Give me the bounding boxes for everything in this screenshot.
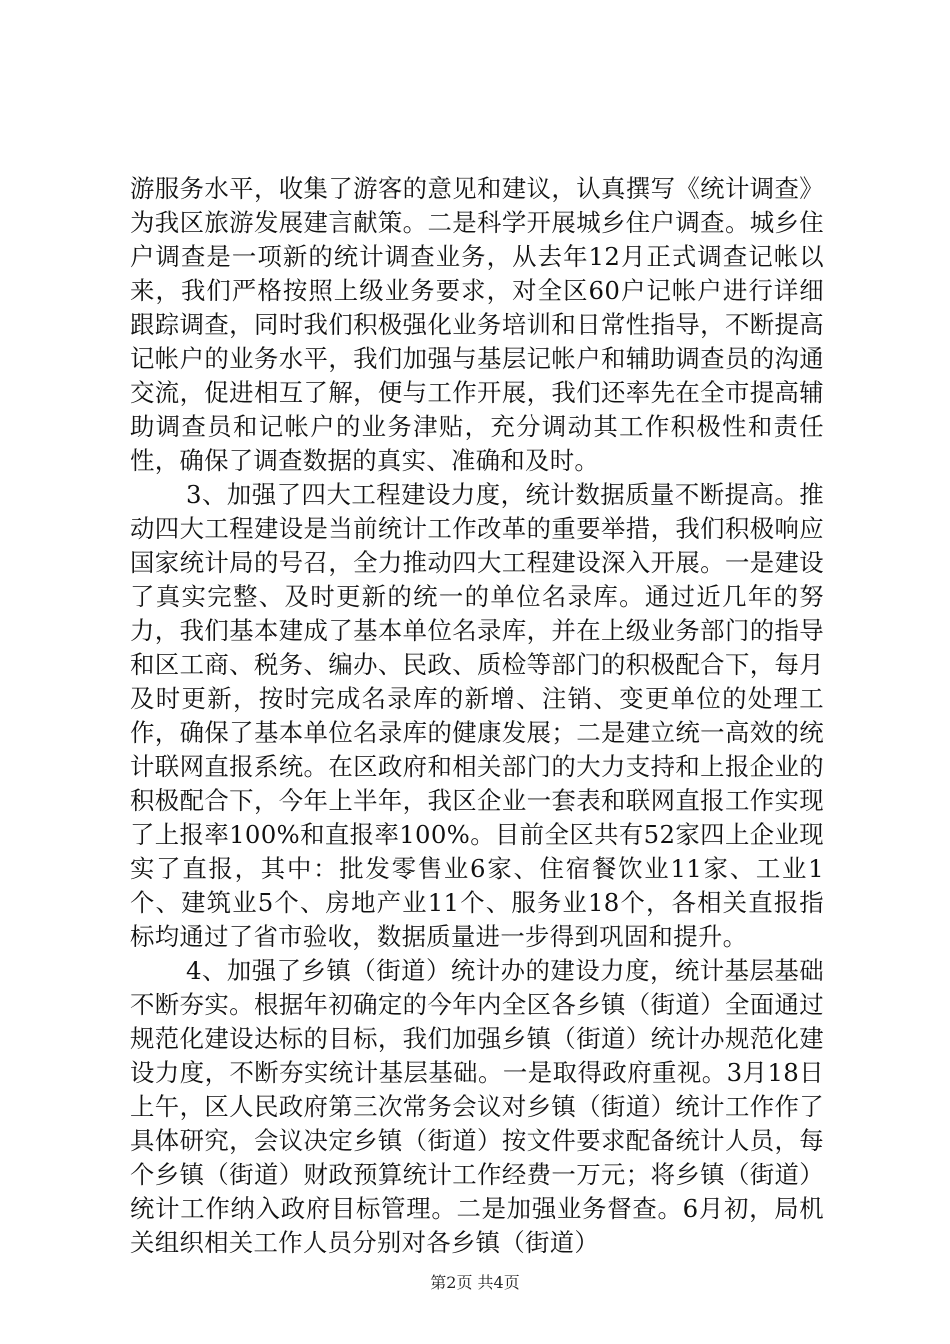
paragraph-tourism-household-survey: 游服务水平，收集了游客的意见和建议，认真撰写《统计调查》为我区旅游发展建言献策。二是科学开展城乡住户调查。城乡住户调查是一项新的统计调查业务，从去年12月正式调查记帐以来，我们严格按照上级业务要求，对全区60户记帐户进行详细跟踪调查，同时我们积极强化业务培训和日常性指导，不断提高记帐户的业务水平，我们加强与基层记帐户和辅助调查员的沟通交流，促进相互了解，便与工作开展，我们还率先在全市提高辅助调查员和记帐户的业务津贴，充分调动其工作积极性和责任性，确保了调查数据的真实、准确和及时。 (130, 174, 824, 475)
document-body (130, 172, 824, 1260)
paragraph-four-projects: 3、加强了四大工程建设力度，统计数据质量不断提高。推动四大工程建设是当前统计工作改革的重要举措，我们积极响应国家统计局的号召，全力推动四大工程建设深入开展。一是建设了真实完整、及时更新的统一的单位名录库。通过近几年的努力，我们基本建成了基本单位名录库，并在上级业务部门的指导和区工商、税务、编办、民政、质检等部门的积极配合下，每月及时更新，按时完成名录库的新增、注销、变更单位的处理工作，确保了基本单位名录库的健康发展；二是建立统一高效的统计联网直报系统。在区政府和相关部门的大力支持和上报企业的积极配合下，今年上半年，我区企业一套表和联网直报工作实现了上报率100%和直报率100%。目前全区共有52家四上企业现实了直报，其中：批发零售业6家、住宿餐饮业11家、工业1个、建筑业5个、房地产业11个、服务业18个，各相关直报指标均通过了省市验收，数据质量进一步得到巩固和提升。 (130, 480, 824, 951)
page-footer: 第2页 共4页 (430, 1273, 520, 1292)
paragraph-township-statistics: 4、加强了乡镇（街道）统计办的建设力度，统计基层基础不断夯实。根据年初确定的今年内全区各乡镇（街道）全面通过规范化建设达标的目标，我们加强乡镇（街道）统计办规范化建设力度，不断夯实统计基层基础。一是取得政府重视。3月18日上午，区人民政府第三次常务会议对乡镇（街道）统计工作作了具体研究，会议决定乡镇（街道）按文件要求配备统计人员，每个乡镇（街道）财政预算统计工作经费一万元；将乡镇（街道）统计工作纳入政府目标管理。二是加强业务督查。6月初，局机关组织相关工作人员分别对各乡镇（街道） (130, 956, 824, 1257)
